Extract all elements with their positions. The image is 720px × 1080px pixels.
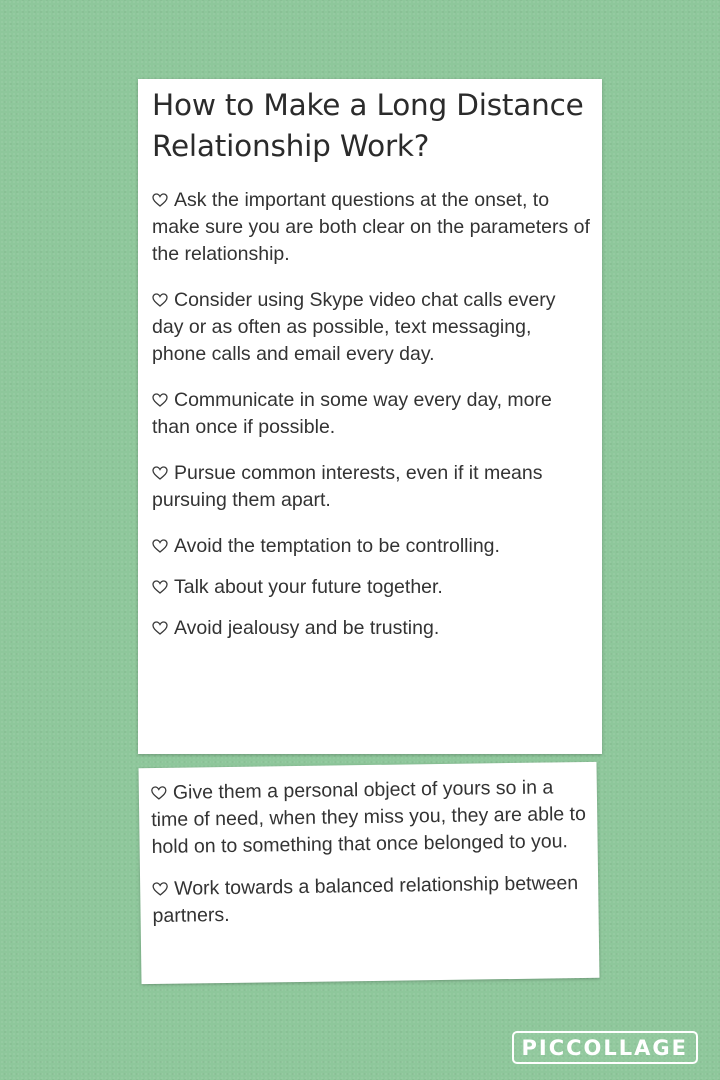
tip-item: [152, 870, 589, 930]
tip-text: Talk about your future together.: [174, 576, 443, 598]
tip-item: [152, 574, 590, 601]
tip-item: [152, 460, 590, 514]
main-tips-card: [138, 79, 602, 754]
tip-text: Pursue common interests, even if it means pursuing them apart.: [152, 462, 543, 511]
tip-text: Give them a personal object of yours so in a time of need, when they miss you, they are able to hold on to something that once belonged to you.: [151, 776, 587, 859]
heart-outline-icon: [152, 466, 168, 480]
tip-item: [152, 533, 590, 560]
heart-outline-icon: [152, 539, 168, 553]
heart-outline-icon: [152, 193, 168, 207]
heart-outline-icon: [152, 293, 168, 307]
tip-item: [151, 774, 588, 861]
tip-item: [152, 187, 590, 268]
heart-outline-icon: [152, 580, 168, 594]
extra-tips-card: [139, 762, 600, 984]
tip-item: [152, 615, 590, 642]
tip-text: Communicate in some way every day, more than once if possible.: [152, 389, 552, 438]
heart-outline-icon: [152, 621, 168, 635]
heart-outline-icon: [151, 786, 167, 800]
tip-text: Ask the important questions at the onset, to make sure you are both clear on the parameters of the relationship.: [152, 189, 590, 265]
piccollage-watermark: PICCOLLAGE: [512, 1031, 698, 1064]
tip-text: Consider using Skype video chat calls every day or as often as possible, text messaging, phone calls and email every day.: [152, 289, 556, 365]
tip-text: Avoid the temptation to be controlling.: [174, 535, 500, 557]
tip-item: [152, 287, 590, 368]
page-title: How to Make a Long Distance Relationship Work?: [152, 88, 584, 163]
tip-text: Work towards a balanced relationship between partners.: [152, 872, 579, 928]
heart-outline-icon: [152, 393, 168, 407]
tip-text: Avoid jealousy and be trusting.: [174, 617, 440, 639]
tip-item: [152, 387, 590, 441]
heart-outline-icon: [152, 882, 168, 896]
